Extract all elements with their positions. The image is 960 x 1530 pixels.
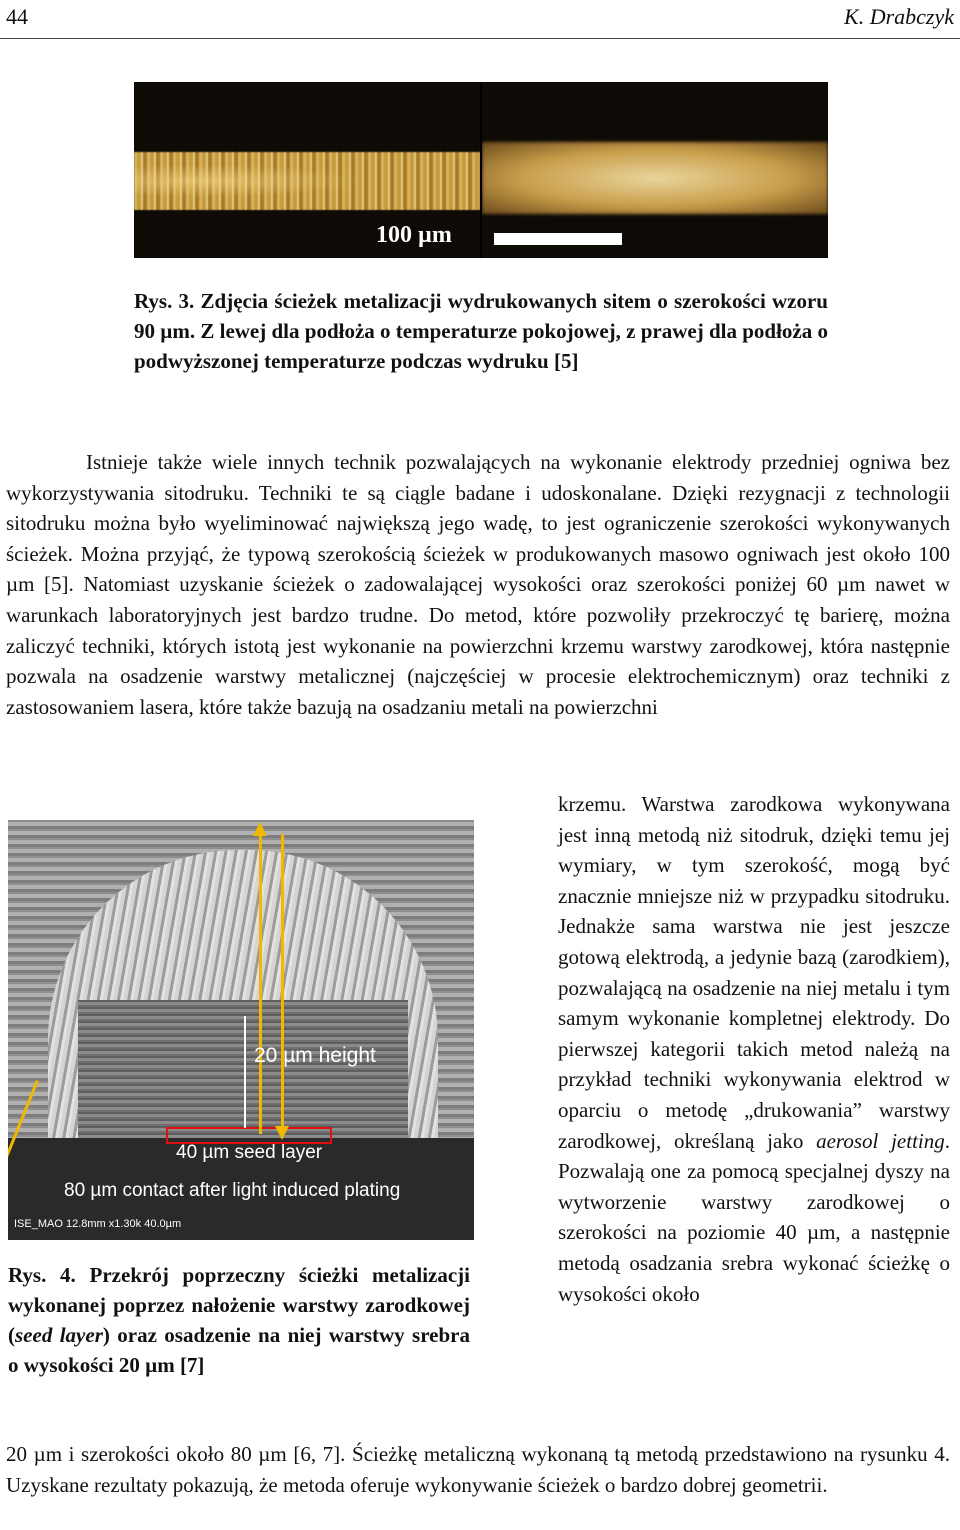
paragraph-2-italic-term: aerosol jetting xyxy=(816,1128,945,1153)
height-label: 20 µm height xyxy=(254,1044,376,1067)
figure-4-caption-text-a: Przekrój poprzeczny ścieżki metalizacji wykonanej poprzez nałożenie warstwy zarodkowej ( xyxy=(8,1263,471,1347)
running-author: K. Drabczyk xyxy=(844,4,954,29)
seed-layer-label: 40 µm seed layer xyxy=(176,1142,323,1163)
figure-3-photo xyxy=(134,82,828,258)
paragraph-2-text-b: . Pozwalają one za pomocą specjalnej dyszy na wytworzenie warstwy zarodkowej o szerokości na poziomie 40 µm, a następnie metodą osadzania srebra wykonać ścieżkę o wysokości około xyxy=(558,1128,950,1306)
arrow-up xyxy=(259,834,262,1134)
photo-right-heated-substrate xyxy=(482,82,828,258)
height-marker xyxy=(244,1016,246,1128)
arrow-down xyxy=(281,834,284,1134)
figure-4-label: Rys. 4. xyxy=(8,1263,76,1287)
figure-4-sem-image xyxy=(8,820,474,1240)
plating-label: 80 µm contact after light induced plating xyxy=(64,1180,401,1201)
figure-3-caption-text: Zdjęcia ścieżek metalizacji wydrukowanych sitem o szerokości wzoru 90 µm. Z lewej dla podłoża o temperaturze pokojowej, z prawej dla podłoża o podwyższonej temperaturze podczas wydruku [5] xyxy=(134,289,828,373)
figure-3-caption xyxy=(134,286,828,376)
figure-4-caption xyxy=(8,1260,470,1380)
paragraph-2-text-a: krzemu. Warstwa zarodkowa wykonywana jest inną metodą niż sitodruk, dzięki temu jej wymiary, w tym szerokość, mogą być znacznie mniejsze niż w przypadku sitodruku. Jednakże sama warstwa nie jest jeszcze gotową elektrodą, a jedynie bazą (zarodkiem), pozwalającą na osadzenie na niej metalu i tym samym wykonanie kompletnej elektrody. Do pierwszej kategorii takich metod należą na przykład techniki wykonywania elektrod w oparciu o metodę „drukowania” warstwy zarodkowej, określaną jako xyxy=(558,792,950,1153)
figure-4-caption-italic: seed layer xyxy=(15,1323,103,1347)
arrow-down-head xyxy=(275,1126,289,1140)
paragraph-3: 20 µm i szerokości około 80 µm [6, 7]. Ścieżkę metaliczną wykonaną tą metodą przedstawiono na rysunku 4. Uzyskane rezultaty pokazują, że metoda oferuje wykonywanie ścieżek o bardzo dobrej geometrii. xyxy=(6,1442,950,1497)
photo-divider xyxy=(480,82,482,258)
sem-info-bar: ISE_MAO 12.8mm x1.30k 40.0µm xyxy=(14,1218,182,1230)
arrow-up-head xyxy=(253,822,267,836)
figure-4-caption-text-b: ) oraz osadzenie na niej warstwy srebra o wysokości 20 µm [7] xyxy=(8,1323,470,1377)
scale-label: 100 µm xyxy=(376,222,452,248)
figure-3-label: Rys. 3. xyxy=(134,289,195,313)
scale-bar xyxy=(494,233,622,245)
page-number: 44 xyxy=(6,4,28,29)
paragraph-2 xyxy=(558,789,950,1309)
paragraph-1: Istnieje także wiele innych technik pozwalających na wykonanie elektrody przedniej ogniwa bez wykorzystywania sitodruku. Techniki te są ciągle badane i udoskonalane. Dzięki rezygnacji z technologii sitodruku można było wyeliminować największą jego wadę, to jest ograniczenie szerokości wykonywanych ścieżek. Można przyjąć, że typową szerokością ścieżek w produkowanych masowo ogniwach jest około 100 µm [5]. Natomiast uzyskanie ścieżek o zadowalającej wysokości oraz szerokości poniżej 60 µm nawet w warunkach laboratoryjnych jest bardzo trudne. Do metod, które pozwoliły przekroczyć tę barierę, można zaliczyć techniki, których istotą jest wykonanie na powierzchni krzemu warstwy zarodkowej, która następnie pozwala na osadzenie warstwy metalicznej (najczęściej w procesie elektrochemicznym) oraz techniki z zastosowaniem lasera, które także bazują na osadzaniu metali na powierzchni xyxy=(6,450,950,719)
cross-section-face xyxy=(78,1000,408,1140)
page-header xyxy=(0,0,960,39)
